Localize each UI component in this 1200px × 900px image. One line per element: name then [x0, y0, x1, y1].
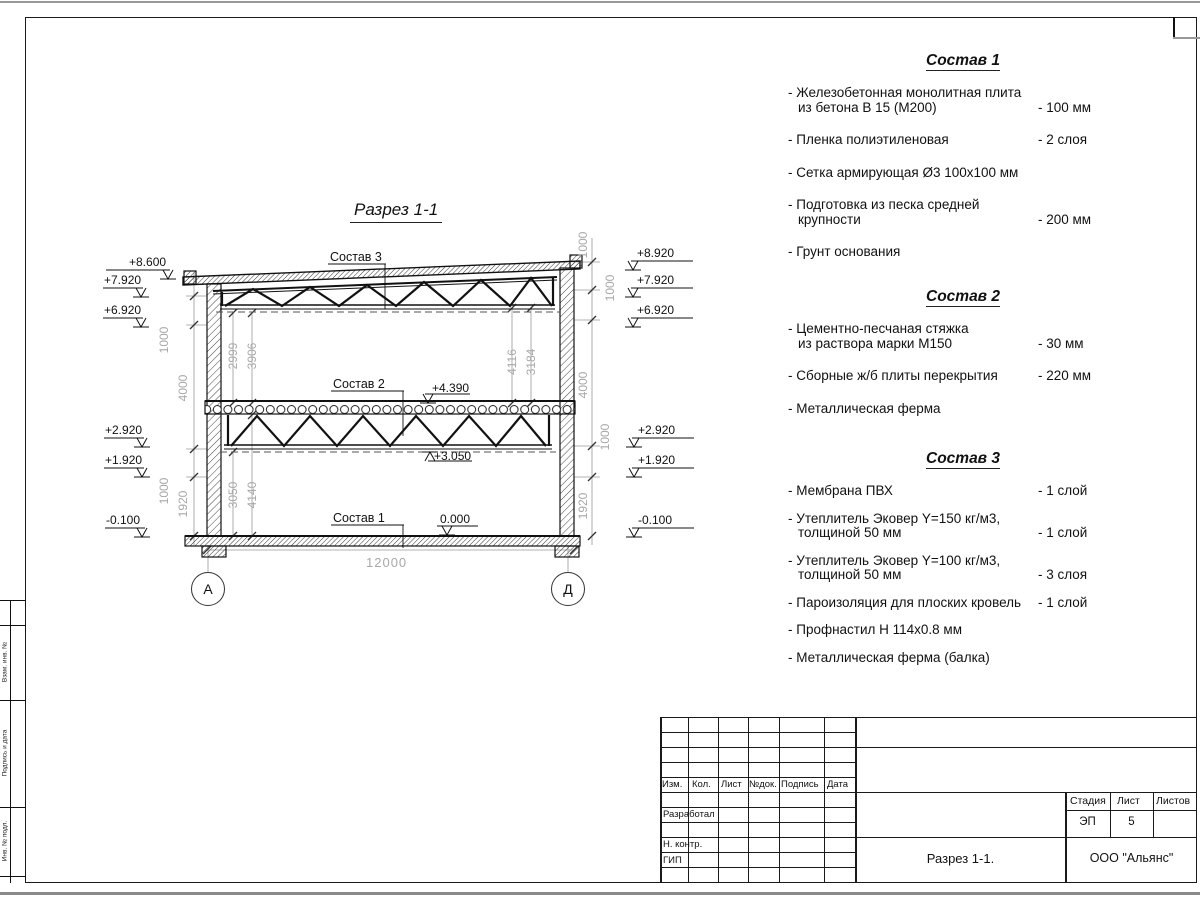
item-text: - Сборные ж/б плиты перекрытия — [788, 368, 998, 383]
item-text: толщиной 50 мм — [798, 525, 902, 540]
composition-3-title: Состав 3 — [926, 450, 1000, 467]
roof-slab — [183, 255, 582, 285]
axis-letter: А — [203, 581, 213, 597]
item-text: из раствора марки М150 — [798, 335, 952, 351]
item-text: - Утеплитель Эковер Y=150 кг/м3, — [788, 510, 1001, 526]
item-text: - Пленка полиэтиленовая — [788, 132, 949, 147]
elevation-left: +8.600 — [129, 255, 167, 269]
tb-col-data: Дата — [827, 779, 849, 790]
item-value: - 100 мм — [1038, 99, 1092, 115]
tb-row-gip: ГИП — [663, 855, 682, 866]
dim-left: 1000 — [157, 477, 171, 505]
dim-inner-right: 4116 — [505, 349, 519, 375]
item-value: - 1 слой — [1038, 525, 1088, 540]
item-text: - Сетка армирующая Ø3 100х100 мм — [788, 164, 1019, 180]
item-text: - Грунт основания — [788, 244, 901, 259]
axis-circles — [192, 573, 584, 605]
item-text: - Мембрана ПВХ — [788, 483, 893, 498]
item-value: - 220 мм — [1038, 368, 1092, 383]
tb-col-ndok: №док. — [749, 779, 777, 790]
elevation-right: +1.920 — [638, 453, 676, 467]
side-stamp-line — [0, 807, 26, 808]
elevation-left: +6.920 — [104, 303, 142, 317]
item-value: - 1 слой — [1038, 483, 1088, 498]
side-stamp-line — [0, 876, 26, 877]
dim-right: 4000 — [576, 371, 590, 399]
dim-span: 12000 — [366, 555, 408, 570]
stamp-label-inv: Инв. № подл. — [1, 820, 9, 862]
list-item — [788, 245, 1100, 260]
page-top-edge — [0, 1, 1200, 3]
tb-col-list: Лист — [721, 779, 742, 790]
item-text: - Профнастил Н 114х0.8 мм — [788, 622, 962, 637]
list-item — [788, 651, 1100, 666]
stamp-label-vzam: Взам. инв. № — [1, 641, 9, 683]
elevation-right: +2.920 — [638, 423, 676, 437]
list-item — [788, 86, 1100, 115]
tb-col-kol: Кол. — [692, 779, 711, 790]
side-stamp-divider — [10, 600, 11, 883]
dim-left: 1920 — [176, 490, 190, 518]
list-item — [788, 554, 1100, 583]
item-value: - 2 слоя — [1038, 132, 1088, 147]
item-text: толщиной 50 мм — [798, 567, 902, 582]
composition-1 — [788, 52, 1100, 278]
floor-slab — [205, 401, 575, 414]
list-item — [788, 402, 1100, 417]
list-item — [788, 623, 1100, 638]
tb-row-nkontr: Н. контр. — [663, 839, 703, 850]
drawing-title: Разрез 1-1 — [350, 200, 442, 223]
dim-right: 1000 — [598, 423, 612, 451]
tb-company: ООО "Альянс" — [1089, 851, 1174, 865]
elevation-right: +8.920 — [637, 246, 675, 260]
elevation-slab-top: +4.390 — [432, 381, 470, 395]
tb-col-podpis: Подпись — [781, 779, 819, 790]
list-item — [788, 484, 1100, 499]
dim-inner: 4140 — [245, 481, 259, 509]
dim-inner: 3050 — [226, 481, 240, 509]
list-item — [788, 596, 1100, 611]
side-stamp-line — [0, 600, 26, 601]
dim-inner: 2999 — [226, 342, 240, 370]
dim-right: 1920 — [576, 492, 590, 520]
item-text: - Пароизоляция для плоских кровель — [788, 594, 1022, 610]
side-stamp-line — [0, 700, 26, 701]
item-text: крупности — [798, 211, 861, 227]
item-value: - 30 мм — [1038, 335, 1084, 351]
stamp-label-podpis: Подпись и дата — [1, 729, 9, 777]
elevation-left: +7.920 — [104, 273, 142, 287]
item-text: - Подготовка из песка средней — [788, 197, 980, 212]
composition-1-title: Состав 1 — [926, 52, 1000, 69]
list-item — [788, 369, 1100, 384]
label-sostav2-on-drawing: Состав 2 — [333, 377, 385, 391]
item-text: - Железобетонная монолитная плита — [788, 85, 1022, 100]
elevation-right: +7.920 — [637, 273, 675, 287]
tb-sheet-value: 5 — [1128, 816, 1135, 828]
item-text: - Цементно-песчаная стяжка — [788, 321, 969, 336]
tb-sheets-label: Листов — [1156, 795, 1191, 807]
page-bottom-edge — [0, 892, 1200, 895]
item-text: - Металлическая ферма — [788, 400, 941, 416]
composition-2-title: Состав 2 — [926, 288, 1000, 305]
item-value: - 3 слоя — [1038, 567, 1088, 582]
dim-left: 4000 — [176, 374, 190, 402]
elevation-left: -0.100 — [106, 513, 141, 527]
elevation-truss-bottom: +3.050 — [434, 449, 472, 463]
list-item — [788, 133, 1100, 148]
elevation-right: +6.920 — [637, 303, 675, 317]
axis-mark-a — [191, 572, 225, 606]
tb-doc-title: Разрез 1-1. — [926, 851, 995, 866]
label-sostav1-on-drawing: Состав 1 — [333, 511, 385, 525]
elevation-zero: 0.000 — [440, 512, 471, 526]
item-text: - Утеплитель Эковер Y=100 кг/м3, — [788, 552, 1001, 568]
tb-stage-value: ЭП — [1079, 816, 1096, 828]
composition-3 — [788, 450, 1100, 678]
elevation-right: -0.100 — [638, 513, 673, 527]
item-value: - 200 мм — [1038, 211, 1092, 227]
tb-stage-label: Стадия — [1070, 795, 1106, 807]
tb-sheet-label: Лист — [1117, 795, 1140, 807]
dim-inner-right: 3184 — [524, 348, 538, 376]
list-item — [788, 512, 1100, 541]
list-item — [788, 322, 1100, 351]
format-notch-h — [1173, 37, 1200, 39]
item-text: из бетона В 15 (М200) — [798, 99, 937, 115]
ground-slab — [185, 536, 580, 557]
dim-inner: 3906 — [245, 342, 259, 370]
side-stamp-line — [0, 625, 26, 626]
item-text: - Металлическая ферма (балка) — [788, 649, 990, 665]
floor-truss — [220, 415, 556, 452]
list-item — [788, 166, 1100, 181]
tb-col-izm: Изм. — [662, 779, 683, 790]
axis-letter: Д — [563, 581, 573, 597]
list-item — [788, 198, 1100, 227]
elevation-left: +2.920 — [105, 423, 143, 437]
tb-row-razrabotal: Разработал — [663, 809, 715, 820]
dim-left: 1000 — [157, 326, 171, 354]
axis-mark-d — [551, 572, 585, 606]
item-value: - 1 слой — [1038, 594, 1088, 610]
composition-2 — [788, 288, 1100, 434]
elevation-left: +1.920 — [105, 453, 143, 467]
dim-right: 1000 — [603, 274, 617, 302]
format-notch-v — [1173, 17, 1175, 38]
label-sostav3-on-drawing: Состав 3 — [330, 250, 382, 264]
dim-right: 1000 — [576, 231, 590, 259]
